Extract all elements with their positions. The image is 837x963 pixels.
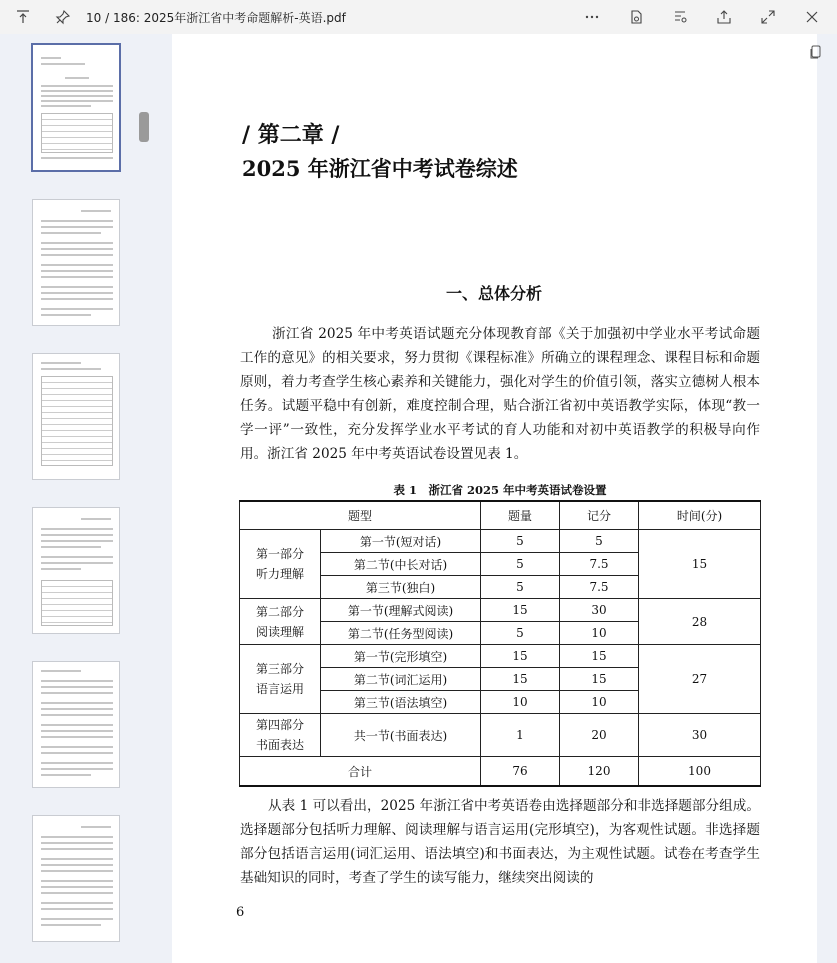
page-thumbnail-12[interactable] — [32, 353, 120, 480]
collapse-icon[interactable] — [8, 2, 38, 32]
table-cell: 20 — [560, 714, 639, 757]
page-thumbnail-15[interactable] — [32, 815, 120, 942]
table-cell: 第三节(语法填空) — [321, 691, 481, 714]
table-cell: 15 — [560, 645, 639, 668]
document-title: 10 / 186: 2025年浙江省中考命题解析-英语.pdf — [86, 10, 346, 25]
table-cell: 15 — [481, 668, 560, 691]
table-cell: 第二节(任务型阅读) — [321, 622, 481, 645]
table-cell: 第三节(独白) — [321, 576, 481, 599]
table-row — [240, 645, 761, 668]
table-cell: 15 — [481, 599, 560, 622]
table-cell: 76 — [481, 757, 560, 787]
table-row — [240, 599, 761, 622]
table-cell: 10 — [560, 622, 639, 645]
page-gutter — [817, 34, 837, 963]
col-header-score: 记分 — [560, 501, 639, 530]
sidebar-scrollbar[interactable] — [139, 112, 149, 142]
chapter-title: 2025 年浙江省中考试卷综述 — [242, 156, 518, 181]
table-cell: 30 — [560, 599, 639, 622]
table-cell: 1 — [481, 714, 560, 757]
page-thumbnail-13[interactable] — [32, 507, 120, 634]
group-writing: 第四部分 书面表达 — [240, 714, 321, 757]
group-reading: 第二部分 阅读理解 — [240, 599, 321, 645]
table-cell: 7.5 — [560, 576, 639, 599]
group-language-use: 第三部分 语言运用 — [240, 645, 321, 714]
col-header-type: 题型 — [240, 501, 481, 530]
table-cell: 共一节(书面表达) — [321, 714, 481, 757]
expand-icon[interactable] — [753, 2, 783, 32]
share-icon[interactable] — [709, 2, 739, 32]
thumbnail-sidebar — [0, 34, 160, 963]
paragraph-1: 浙江省 2025 年中考英语试题充分体现教育部《关于加强初中学业水平考试命题工作的意见》的相关要求，努力贯彻《课程标准》所确立的课程理念、课程目标和命题原则，着力考查学生核心素养和关键能力，强化对学生的价值引领，落实立德树人根本任务。试题平稳中有创新，难度控制合理，贴合浙江省初中英语教学实际，体现“教一学一评”一致性，充分发挥学业水平考试的育人功能和对初中英语教学的积极导向作用。浙江省 2025 年中考英语试卷设置见表 1。 — [240, 326, 760, 462]
table-cell: 第一节(短对话) — [321, 530, 481, 553]
title-bar — [0, 0, 837, 34]
page-number: 6 — [236, 905, 245, 920]
table-cell: 30 — [639, 714, 761, 757]
save-icon[interactable] — [621, 2, 651, 32]
col-header-time: 时间(分) — [639, 501, 761, 530]
more-icon[interactable] — [577, 2, 607, 32]
table-cell: 合计 — [240, 757, 481, 787]
table-cell: 27 — [639, 645, 761, 714]
table-cell: 10 — [481, 691, 560, 714]
copy-icon[interactable] — [808, 44, 824, 60]
table-cell: 100 — [639, 757, 761, 787]
page-thumbnail-10[interactable] — [32, 44, 120, 171]
page-thumbnail-11[interactable] — [32, 199, 120, 326]
table-cell: 5 — [481, 530, 560, 553]
table-cell: 10 — [560, 691, 639, 714]
table-cell: 5 — [481, 576, 560, 599]
table-cell: 第一节(理解式阅读) — [321, 599, 481, 622]
table-cell: 120 — [560, 757, 639, 787]
close-icon[interactable] — [797, 2, 827, 32]
exam-structure-table — [239, 500, 761, 787]
chapter-label: / 第二章 / — [242, 122, 340, 148]
table-row — [240, 714, 761, 757]
table-cell: 第二节(词汇运用) — [321, 668, 481, 691]
table-cell: 5 — [481, 622, 560, 645]
table-cell: 5 — [481, 553, 560, 576]
pin-icon[interactable] — [48, 2, 78, 32]
table-total-row — [240, 757, 761, 787]
table-cell: 第二节(中长对话) — [321, 553, 481, 576]
table-cell: 28 — [639, 599, 761, 645]
col-header-count: 题量 — [481, 501, 560, 530]
table-cell: 7.5 — [560, 553, 639, 576]
page-thumbnail-14[interactable] — [32, 661, 120, 788]
table-cell: 15 — [639, 530, 761, 599]
table-caption: 表 1 浙江省 2025 年中考英语试卷设置 — [393, 483, 607, 497]
paragraph-2: 从表 1 可以看出，2025 年浙江省中考英语卷由选择题部分和非选择题部分组成。选择题部分包括听力理解、阅读理解与语言运用(完形填空)，为客观性试题。非选择题部分包括语言运用(词汇运用、语法填空)和书面表达，为主观性试题。试卷在考查学生基础知识的同时，考查了学生的读写能力，继续突出阅读的 — [240, 798, 760, 886]
properties-icon[interactable] — [665, 2, 695, 32]
table-row — [240, 530, 761, 553]
group-listening: 第一部分 听力理解 — [240, 530, 321, 599]
section-title: 一、总体分析 — [446, 284, 543, 303]
table-header-row — [240, 501, 761, 530]
table-cell: 第一节(完形填空) — [321, 645, 481, 668]
table-cell: 15 — [481, 645, 560, 668]
table-cell: 5 — [560, 530, 639, 553]
table-cell: 15 — [560, 668, 639, 691]
